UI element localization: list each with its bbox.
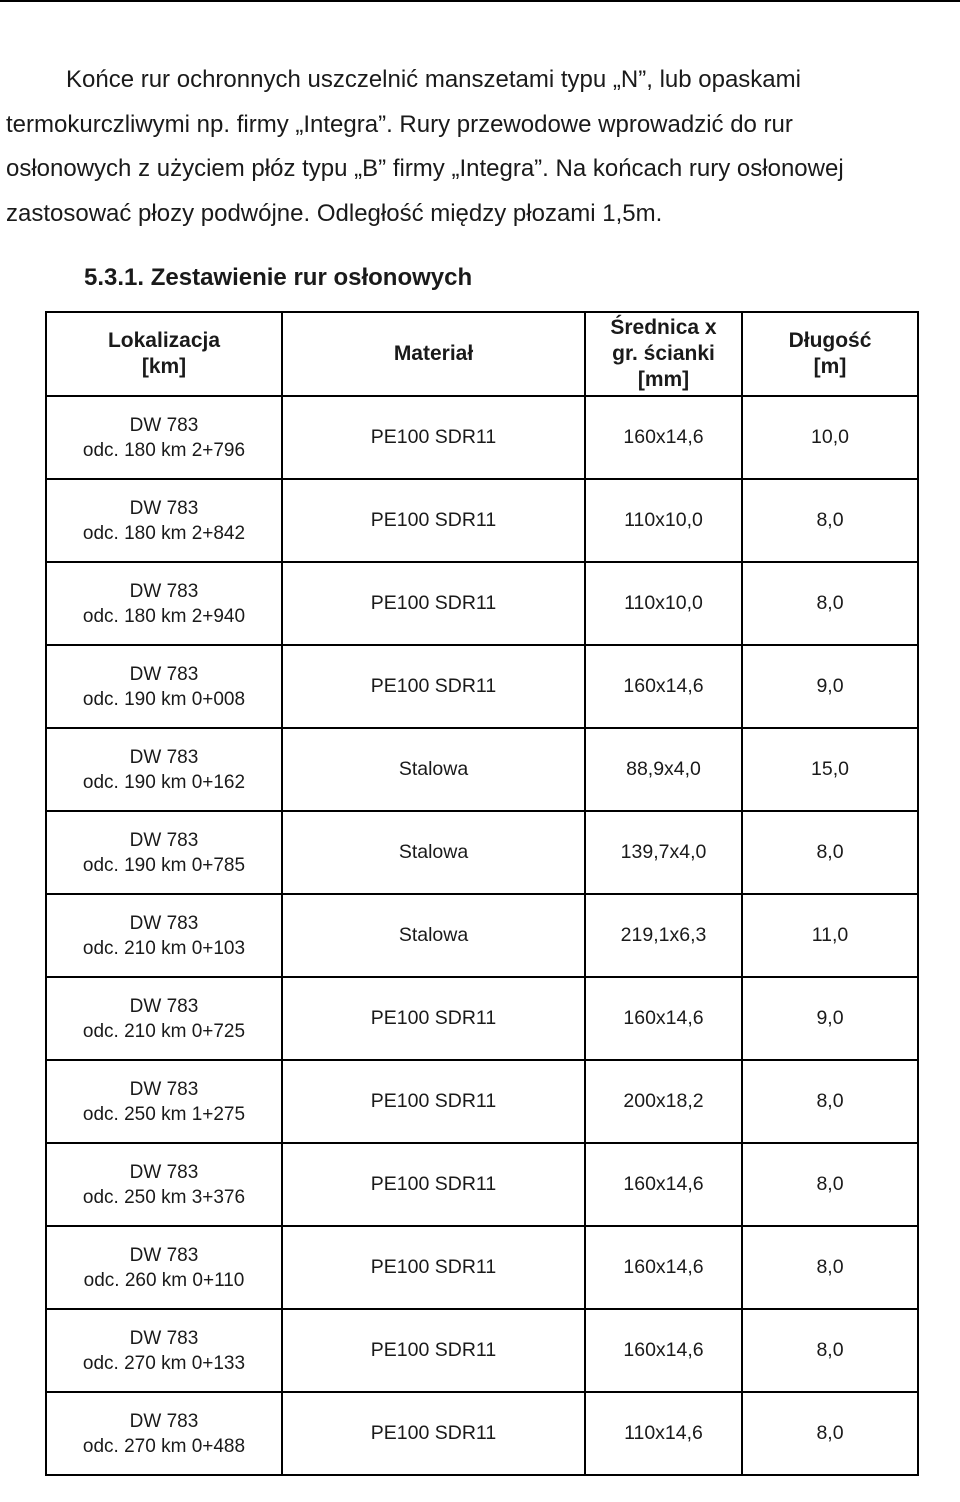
cell-material: [282, 396, 585, 479]
header-text: Materiał: [393, 342, 474, 365]
cell-material: [282, 1309, 585, 1392]
cell-diameter: [585, 396, 742, 479]
diameter-text: 160x14,6: [623, 675, 704, 697]
table-row: [46, 479, 918, 562]
cell-length: [742, 1226, 918, 1309]
header-material: [282, 312, 585, 396]
length-text: 8,0: [816, 1173, 844, 1195]
cell-diameter: [585, 479, 742, 562]
cell-material: [282, 977, 585, 1060]
cell-location: [46, 396, 282, 479]
diameter-text: 160x14,6: [623, 1007, 704, 1029]
diameter-text: 110x10,0: [624, 509, 703, 531]
header-text: Średnica x: [610, 316, 717, 339]
cell-length: [742, 1309, 918, 1392]
paragraph-line: termokurczliwymi np. firmy „Integra”. Rury przewodowe wprowadzić do rur: [6, 110, 793, 138]
cell-location: [46, 1309, 282, 1392]
material-text: PE100 SDR11: [370, 675, 497, 697]
road-section: odc. 190 km 0+162: [82, 771, 246, 793]
cell-location: [46, 645, 282, 728]
cell-material: [282, 1060, 585, 1143]
cell-length: [742, 728, 918, 811]
road-section: odc. 190 km 0+008: [82, 688, 246, 710]
length-text: 9,0: [816, 1007, 844, 1029]
length-text: 11,0: [811, 924, 849, 946]
cell-diameter: [585, 1060, 742, 1143]
paragraph-line: Końce rur ochronnych uszczelnić manszetami typu „N”, lub opaskami: [66, 66, 801, 93]
road-name: DW 783: [129, 580, 199, 602]
cell-material: [282, 562, 585, 645]
length-text: 8,0: [816, 1339, 844, 1361]
cell-location: [46, 1226, 282, 1309]
diameter-text: 110x14,6: [624, 1422, 703, 1444]
cell-material: [282, 1392, 585, 1475]
road-name: DW 783: [129, 829, 199, 851]
road-section: odc. 260 km 0+110: [83, 1269, 245, 1291]
table-row: [46, 728, 918, 811]
cell-diameter: [585, 562, 742, 645]
length-text: 8,0: [816, 1090, 844, 1112]
diameter-text: 160x14,6: [623, 1256, 704, 1278]
cell-diameter: [585, 894, 742, 977]
road-name: DW 783: [129, 497, 199, 519]
road-name: DW 783: [129, 995, 199, 1017]
cell-location: [46, 894, 282, 977]
material-text: Stalowa: [398, 841, 469, 863]
road-name: DW 783: [129, 1327, 199, 1349]
header-text: Długość: [788, 329, 872, 352]
material-text: PE100 SDR11: [370, 509, 497, 531]
diameter-text: 160x14,6: [623, 1339, 704, 1361]
cell-diameter: [585, 811, 742, 894]
cell-material: [282, 1143, 585, 1226]
cell-material: [282, 728, 585, 811]
cell-length: [742, 562, 918, 645]
header-text: [m]: [813, 355, 847, 378]
material-text: PE100 SDR11: [370, 1339, 497, 1361]
length-text: 8,0: [816, 509, 844, 531]
diameter-text: 160x14,6: [623, 426, 704, 448]
cell-material: [282, 645, 585, 728]
cell-diameter: [585, 1309, 742, 1392]
cell-diameter: [585, 1226, 742, 1309]
material-text: PE100 SDR11: [370, 1007, 497, 1029]
cell-diameter: [585, 728, 742, 811]
length-text: 8,0: [816, 1256, 844, 1278]
table-row: [46, 1060, 918, 1143]
road-name: DW 783: [129, 1410, 199, 1432]
road-name: DW 783: [129, 912, 199, 934]
table-header-row: [46, 312, 918, 396]
material-text: PE100 SDR11: [370, 1173, 497, 1195]
road-section: odc. 180 km 2+796: [82, 439, 246, 461]
diameter-text: 139,7x4,0: [620, 841, 707, 863]
road-section: odc. 250 km 3+376: [82, 1186, 246, 1208]
material-text: PE100 SDR11: [370, 1090, 497, 1112]
cell-material: [282, 479, 585, 562]
road-section: odc. 180 km 2+842: [82, 522, 246, 544]
diameter-text: 160x14,6: [623, 1173, 704, 1195]
diameter-text: 88,9x4,0: [626, 758, 701, 780]
header-text: gr. ścianki: [612, 342, 715, 365]
cell-diameter: [585, 1143, 742, 1226]
diameter-text: 219,1x6,3: [620, 924, 707, 946]
diameter-text: 110x10,0: [624, 592, 703, 614]
material-text: PE100 SDR11: [370, 1422, 497, 1444]
cell-location: [46, 1060, 282, 1143]
header-text: [mm]: [637, 368, 690, 391]
cell-length: [742, 894, 918, 977]
table-row: [46, 811, 918, 894]
cell-length: [742, 479, 918, 562]
material-text: Stalowa: [398, 924, 469, 946]
cell-length: [742, 1392, 918, 1475]
cell-location: [46, 562, 282, 645]
cell-length: [742, 396, 918, 479]
cell-length: [742, 1060, 918, 1143]
cell-length: [742, 1143, 918, 1226]
road-section: odc. 210 km 0+725: [82, 1020, 246, 1042]
header-location: [46, 312, 282, 396]
road-name: DW 783: [129, 414, 199, 436]
paragraph-line: osłonowych z użyciem płóz typu „B” firmy „Integra”. Na końcach rury osłonowej: [6, 155, 844, 182]
table-row: [46, 1309, 918, 1392]
road-name: DW 783: [129, 663, 199, 685]
body-paragraph: [6, 58, 954, 236]
table-row: [46, 894, 918, 977]
cell-diameter: [585, 977, 742, 1060]
cell-length: [742, 977, 918, 1060]
table-row: [46, 562, 918, 645]
material-text: Stalowa: [398, 758, 469, 780]
diameter-text: 200x18,2: [623, 1090, 704, 1112]
length-text: 15,0: [811, 758, 849, 780]
table-row: [46, 396, 918, 479]
length-text: 8,0: [816, 841, 844, 863]
table-row: [46, 645, 918, 728]
section-heading: 5.3.1. Zestawienie rur osłonowych: [84, 264, 473, 291]
header-length: [742, 312, 918, 396]
cell-material: [282, 894, 585, 977]
cell-material: [282, 1226, 585, 1309]
table-row: [46, 1226, 918, 1309]
table-row: [46, 1392, 918, 1475]
road-section: odc. 250 km 1+275: [82, 1103, 246, 1125]
length-text: 10,0: [811, 426, 849, 448]
cell-location: [46, 728, 282, 811]
header-diameter: [585, 312, 742, 396]
length-text: 8,0: [816, 592, 844, 614]
header-text: Lokalizacja: [107, 329, 221, 352]
road-section: odc. 270 km 0+133: [82, 1352, 246, 1374]
road-name: DW 783: [129, 1161, 199, 1183]
top-rule: [0, 0, 960, 2]
table-row: [46, 977, 918, 1060]
paragraph-line: zastosować płozy podwójne. Odległość między płozami 1,5m.: [6, 199, 663, 227]
cell-location: [46, 1143, 282, 1226]
road-section: odc. 270 km 0+488: [82, 1435, 246, 1457]
material-text: PE100 SDR11: [370, 1256, 497, 1278]
header-text: [km]: [141, 355, 187, 378]
cell-location: [46, 811, 282, 894]
cell-length: [742, 645, 918, 728]
road-name: DW 783: [129, 746, 199, 768]
pipe-table: [45, 311, 919, 1476]
material-text: PE100 SDR11: [370, 592, 497, 614]
cell-location: [46, 977, 282, 1060]
road-name: DW 783: [129, 1078, 199, 1100]
road-name: DW 783: [129, 1244, 199, 1266]
cell-location: [46, 479, 282, 562]
table-row: [46, 1143, 918, 1226]
cell-diameter: [585, 1392, 742, 1475]
length-text: 9,0: [816, 675, 844, 697]
material-text: PE100 SDR11: [370, 426, 497, 448]
cell-material: [282, 811, 585, 894]
road-section: odc. 180 km 2+940: [82, 605, 246, 627]
length-text: 8,0: [816, 1422, 844, 1444]
cell-location: [46, 1392, 282, 1475]
cell-diameter: [585, 645, 742, 728]
road-section: odc. 210 km 0+103: [82, 937, 246, 959]
road-section: odc. 190 km 0+785: [82, 854, 246, 876]
cell-length: [742, 811, 918, 894]
